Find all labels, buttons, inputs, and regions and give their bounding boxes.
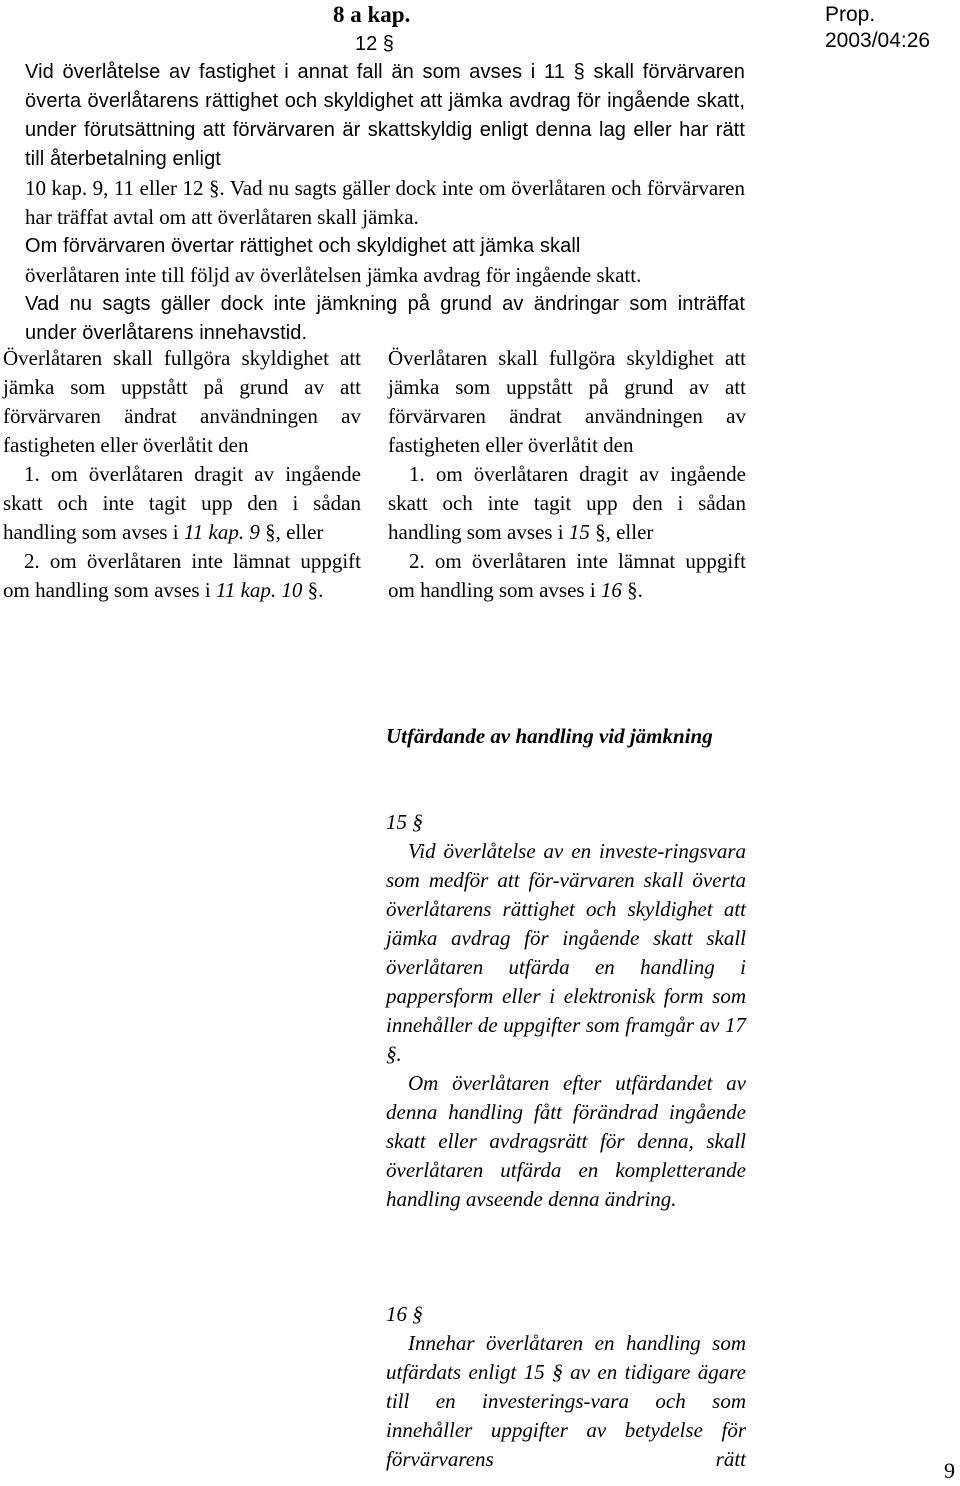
section-12-paragraph-2a: Om förvärvaren övertar rättighet och skyldighet att jämka skall xyxy=(25,235,581,257)
section-12-paragraph-2b: överlåtaren inte till följd av överlåtelsen jämka avdrag för ingående skatt. xyxy=(25,263,642,287)
left-item-1-ref: 11 kap. 9 xyxy=(183,520,260,544)
left-item-2-ref: 11 kap. 10 xyxy=(215,578,303,602)
right-item-1-text: 1. om överlåtaren dragit av ingående skatt och inte tagit upp den i sådan handling som avses i xyxy=(388,462,746,544)
section-12-paragraph-1a: Vid överlåtelse av fastighet i annat fall än som avses i 11 § skall förvärvaren överta överlåtarens rättighet och skyldighet att jämka avdrag för ingående skatt, under förutsättning att förvärvaren är skattskyldig enligt denna lag eller har rätt till återbetalning enligt xyxy=(25,61,745,170)
section-15-paragraph-2: Om överlåtaren efter utfärdandet av denna handling fått förändrad ingående skatt eller avdragsrätt för denna, skall överlåtaren utfärda en kompletterande handling avseende denna ändring. xyxy=(386,1071,746,1211)
left-item-2-text: 2. om överlåtaren inte lämnat uppgift om handling som avses i xyxy=(3,549,361,602)
chapter-heading: 8 a kap. xyxy=(333,2,411,27)
left-item-2-tail: §. xyxy=(302,578,324,602)
page-number: 9 xyxy=(944,1458,955,1483)
left-item-2 xyxy=(3,547,361,605)
section-16-number: 16 § xyxy=(386,1302,423,1326)
section-12-paragraph-1b: 10 kap. 9, 11 eller 12 §. Vad nu sagts gäller dock inte om överlåtaren och förvärvaren har träffat avtal om att överlåtaren skall jämka. xyxy=(25,176,745,229)
section-heading-utfardande: Utfärdande av handling vid jämkning xyxy=(386,724,713,748)
right-item-2-tail: §. xyxy=(621,578,643,602)
section-12-paragraph-2c: Vad nu sagts gäller dock inte jämkning på grund av ändringar som inträffat under överlåtarens innehavstid. xyxy=(25,293,745,344)
left-item-1-text: 1. om överlåtaren dragit av ingående skatt och inte tagit upp den i sådan handling som avses i xyxy=(3,462,361,544)
left-item-1 xyxy=(3,460,361,547)
section-16-paragraph-1: Innehar överlåtaren en handling som utfärdats enligt 15 § av en tidigare ägare till en investerings-vara och som innehåller uppgifter av betydelse för förvärvarens rätt xyxy=(386,1331,746,1471)
section-16-body xyxy=(386,1329,746,1474)
section-15-body xyxy=(386,837,746,1214)
right-intro: Överlåtaren skall fullgöra skyldighet att jämka som uppstått på grund av att förvärvaren ändrat användningen av fastigheten eller överlåtit den xyxy=(388,346,746,457)
right-item-2-text: 2. om överlåtaren inte lämnat uppgift om handling som avses i xyxy=(388,549,746,602)
right-item-1-ref: 15 xyxy=(568,520,590,544)
left-column-current-text xyxy=(3,344,361,605)
right-item-2 xyxy=(388,547,746,605)
proposition-reference: Prop. 2003/04:26 xyxy=(825,3,931,52)
right-item-1 xyxy=(388,460,746,547)
left-item-1-tail: §, eller xyxy=(259,520,324,544)
right-column-proposed-text xyxy=(388,344,746,605)
right-item-1-tail: §, eller xyxy=(589,520,654,544)
section-12-number: 12 § xyxy=(355,33,394,55)
section-15-number: 15 § xyxy=(386,810,423,834)
left-intro: Överlåtaren skall fullgöra skyldighet att jämka som uppstått på grund av att förvärvaren ändrat användningen av fastigheten eller överlåtit den xyxy=(3,346,361,457)
right-item-2-ref: 16 xyxy=(600,578,622,602)
section-12-body xyxy=(25,58,745,348)
section-15-paragraph-1: Vid överlåtelse av en investe-ringsvara som medför att för-värvaren skall överta överlåtarens rättighet och skyldighet att jämka avdrag för ingående skatt skall överlåtaren utfärda en handling i pappersform eller i elektronisk form som innehåller de uppgifter som framgår av 17 §. xyxy=(386,839,746,1066)
